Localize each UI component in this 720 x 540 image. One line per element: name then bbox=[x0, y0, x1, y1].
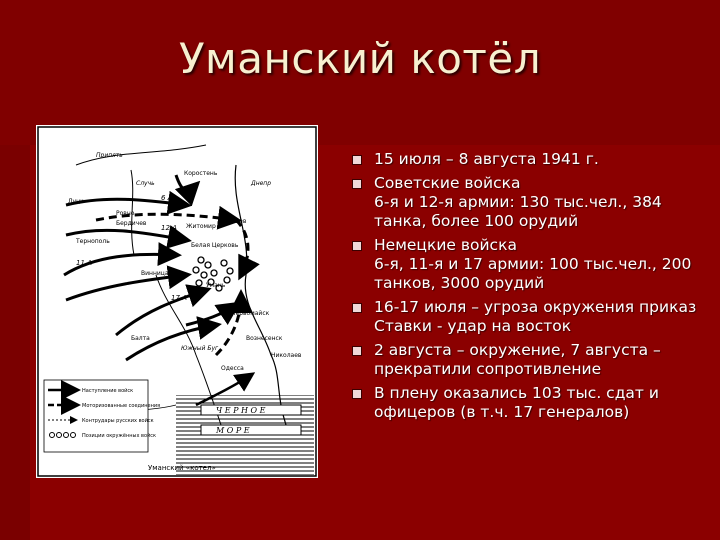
army-label-12: 12 А bbox=[161, 224, 177, 232]
city-zhitomir: Житомир bbox=[186, 223, 216, 230]
city-voznesensk: Вознесенск bbox=[246, 335, 283, 342]
legend-label-counterstrike: Контрудары русских войск bbox=[82, 418, 154, 424]
left-band bbox=[0, 145, 30, 540]
bullet-item bbox=[352, 341, 697, 379]
bullet-text: В плену оказались 103 тыс. сдат и офицеров (в т.ч. 17 генералов) bbox=[374, 384, 659, 421]
bullet-item bbox=[352, 174, 697, 231]
river-label-bug: Южный Буг bbox=[181, 345, 219, 352]
bullet-text: 6-я, 11-я и 17 армии: 100 тыс.чел., 200 танков, 3000 орудий bbox=[374, 255, 692, 292]
bullet-text: Немецкие войска bbox=[374, 236, 517, 254]
bullet-item bbox=[352, 236, 697, 293]
city-nikolaev: Николаев bbox=[271, 352, 302, 359]
city-kiev: Киев bbox=[231, 218, 247, 225]
bullet-text: 16-17 июля – угроза окружения приказ Ставки - удар на восток bbox=[374, 298, 697, 335]
bullet-list bbox=[352, 150, 697, 427]
city-ternopol: Тернополь bbox=[76, 238, 110, 245]
city-odessa: Одесса bbox=[221, 365, 244, 372]
bullet-square-icon bbox=[352, 346, 362, 356]
legend-label-offensive: Наступление войск bbox=[82, 388, 134, 394]
legend-label-encircled: Позиции окружённых войск bbox=[82, 433, 157, 439]
bullet-square-icon bbox=[352, 389, 362, 399]
sea-label-2: М О Р Е bbox=[216, 426, 250, 435]
city-pervomaisk: Первомайск bbox=[231, 310, 270, 317]
historical-map bbox=[36, 125, 318, 478]
bullet-text: 2 августа – окружение, 7 августа – прекратили сопротивление bbox=[374, 341, 661, 378]
army-label-17: 17 А bbox=[171, 294, 187, 302]
bullet-item bbox=[352, 298, 697, 336]
city-vinnitsa: Винница bbox=[141, 270, 169, 277]
city-lutsk: Луцк bbox=[68, 198, 84, 205]
river-label-pripyat: Припять bbox=[96, 152, 123, 159]
bullet-square-icon bbox=[352, 241, 362, 251]
river-label-dnieper: Днепр bbox=[251, 180, 272, 187]
bullet-square-icon bbox=[352, 179, 362, 189]
bullet-item bbox=[352, 384, 697, 422]
map-legend bbox=[44, 380, 160, 452]
bullet-text: Советские войска bbox=[374, 174, 521, 192]
river-label-sluch: Случь bbox=[136, 180, 155, 187]
city-berdichev: Бердичев bbox=[116, 220, 147, 227]
sea-label-1: Ч Е Р Н О Е bbox=[216, 406, 266, 415]
army-label-11: 11 А bbox=[76, 259, 92, 267]
legend-label-motorized: Моторизованные соединения bbox=[82, 403, 161, 409]
bullet-square-icon bbox=[352, 155, 362, 165]
city-rovno: Ровно bbox=[116, 210, 135, 217]
bullet-square-icon bbox=[352, 303, 362, 313]
city-belaya-tserkov: Белая Церковь bbox=[191, 242, 239, 249]
slide-title: Уманский котёл bbox=[178, 34, 542, 83]
bullet-item bbox=[352, 150, 697, 169]
army-label-6: 6 А bbox=[161, 194, 173, 202]
city-korosten: Коростень bbox=[184, 170, 218, 177]
map-caption: Уманский «котел» bbox=[148, 464, 216, 472]
bullet-text: 6-я и 12-я армии: 130 тыс.чел., 384 танка, более 100 орудий bbox=[374, 193, 662, 230]
bullet-text: 15 июля – 8 августа 1941 г. bbox=[374, 150, 599, 168]
city-uman: Умань bbox=[206, 282, 226, 289]
city-balta: Балта bbox=[131, 335, 150, 342]
